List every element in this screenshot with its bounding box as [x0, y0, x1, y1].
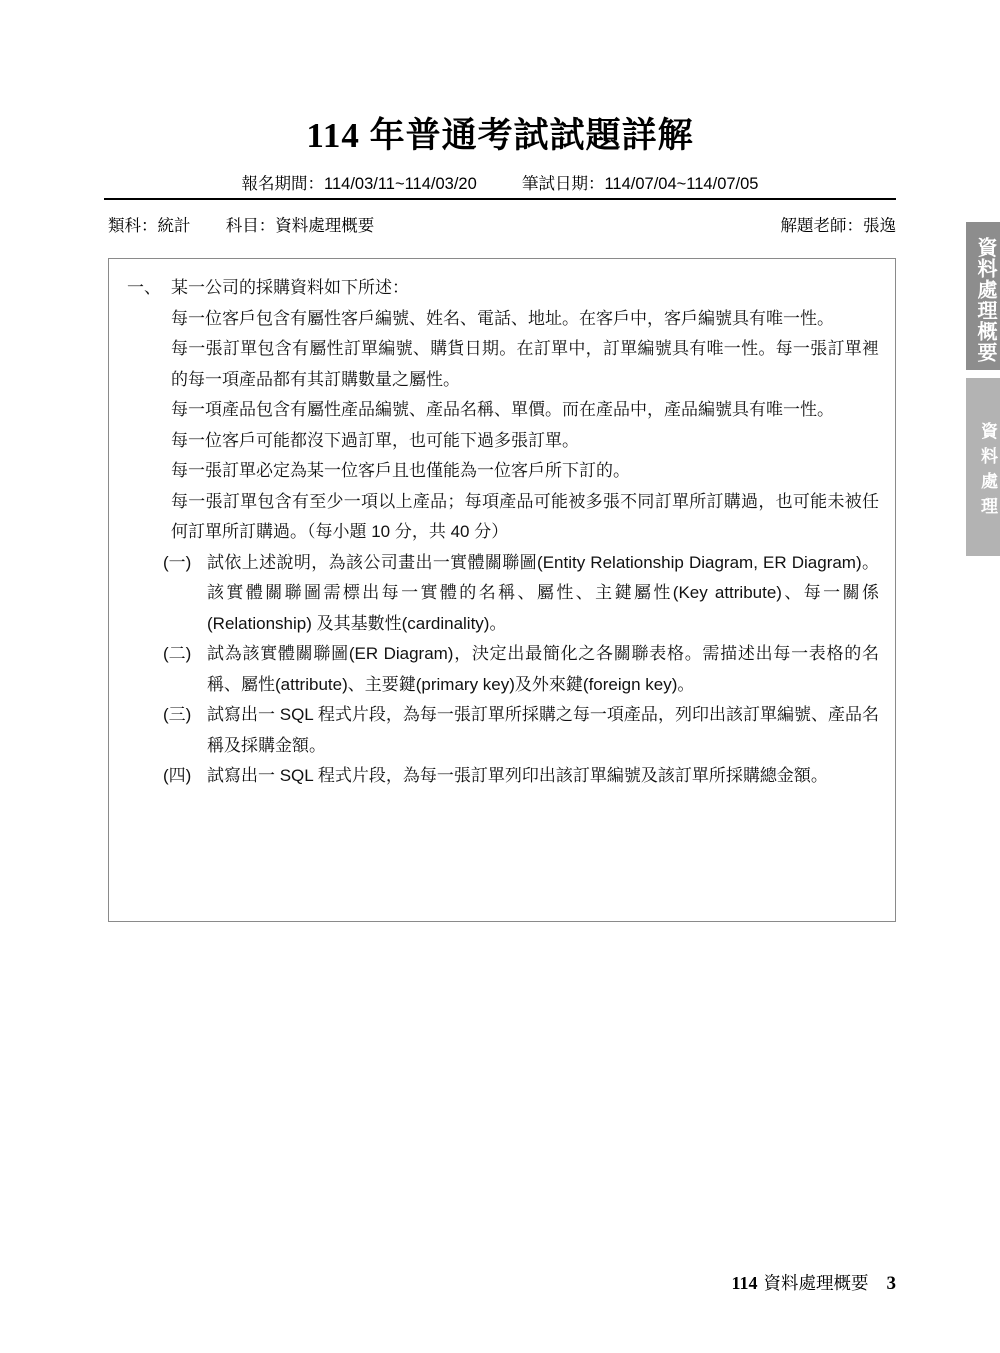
exam-category: 類科：統計 — [108, 217, 191, 235]
subquestion-text: 試依上述說明，為該公司畫出一實體關聯圖(Entity Relationship Diagram, ER Diagram)。該實體關聯圖需標出每一實體的名稱、屬性、主鍵屬性(Key attribute)、每一關係(Relationship) 及其基數性(cardinality)。 — [207, 552, 879, 633]
subquestion-text: 試為該實體關聯圖(ER Diagram)，決定出最簡化之各關聯表格。需描述出每一表格的名稱、屬性(attribute)、主要鍵(primary key)及外來鍵(foreign key)。 — [207, 644, 879, 694]
footer-year: 114 — [731, 1273, 758, 1293]
subquestion-marker: (二) — [163, 644, 192, 663]
subquestion-item — [163, 700, 879, 761]
page-number: 3 — [886, 1273, 896, 1294]
header-divider — [104, 198, 896, 200]
page-footer — [731, 1270, 896, 1295]
exam-dates-row — [0, 170, 1000, 194]
question-stem: 某一公司的採購資料如下所述： — [171, 278, 409, 297]
question-box — [108, 258, 896, 922]
exam-date: 筆試日期：114/07/04~114/07/05 — [521, 175, 759, 193]
solution-teacher: 解題老師：張逸 — [780, 217, 896, 235]
question-content — [127, 273, 879, 792]
subquestion-marker: (三) — [163, 705, 192, 724]
question-paragraph: 每一位客戶可能都沒下過訂單，也可能下過多張訂單。 — [171, 430, 579, 450]
meta-right — [781, 212, 897, 236]
subquestion-text: 試寫出一 SQL 程式片段，為每一張訂單所採購之每一項產品，列印出該訂單編號、產品名稱及採購金額。 — [207, 705, 879, 755]
registration-period: 報名期間：114/03/11~114/03/20 — [241, 175, 477, 193]
page-title: 114 年普通考試試題詳解 — [306, 116, 694, 155]
footer-subject: 資料處理概要 — [763, 1273, 869, 1293]
subquestion-text: 試寫出一 SQL 程式片段，為每一張訂單列印出該訂單編號及該訂單所採購總金額。 — [207, 766, 828, 785]
question-number: 一、 — [127, 278, 161, 297]
meta-row — [108, 212, 896, 236]
subquestion-item — [163, 761, 879, 792]
side-tab-subject-secondary: 資料處理 — [966, 378, 1000, 556]
question-heading — [127, 273, 879, 304]
question-paragraph: 每一張訂單包含有至少一項以上產品；每項產品可能被多張不同訂單所訂購過，也可能未被任何訂單所訂購過。（每小題 10 分，共 40 分） — [171, 491, 879, 541]
subquestion-marker: (一) — [163, 552, 192, 572]
question-paragraphs — [171, 304, 879, 548]
meta-left — [108, 212, 380, 236]
question-paragraph: 每一張訂單必定為某一位客戶且也僅能為一位客戶所下訂的。 — [171, 461, 630, 480]
side-tab-subject-main: 資料處理概要 — [966, 222, 1000, 370]
question-paragraph: 每一張訂單包含有屬性訂單編號、購貨日期。在訂單中，訂單編號具有唯一性。每一張訂單裡的每一項產品都有其訂購數量之屬性。 — [171, 339, 879, 389]
question-paragraph: 每一項產品包含有屬性產品編號、產品名稱、單價。而在產品中，產品編號具有唯一性。 — [171, 400, 834, 419]
subquestion-marker: (四) — [163, 766, 192, 785]
subquestion-item — [163, 548, 879, 640]
question-paragraph: 每一位客戶包含有屬性客戶編號、姓名、電話、地址。在客戶中，客戶編號具有唯一性。 — [171, 308, 834, 328]
exam-subject: 科目：資料處理概要 — [225, 217, 375, 235]
subquestion-item — [163, 639, 879, 700]
